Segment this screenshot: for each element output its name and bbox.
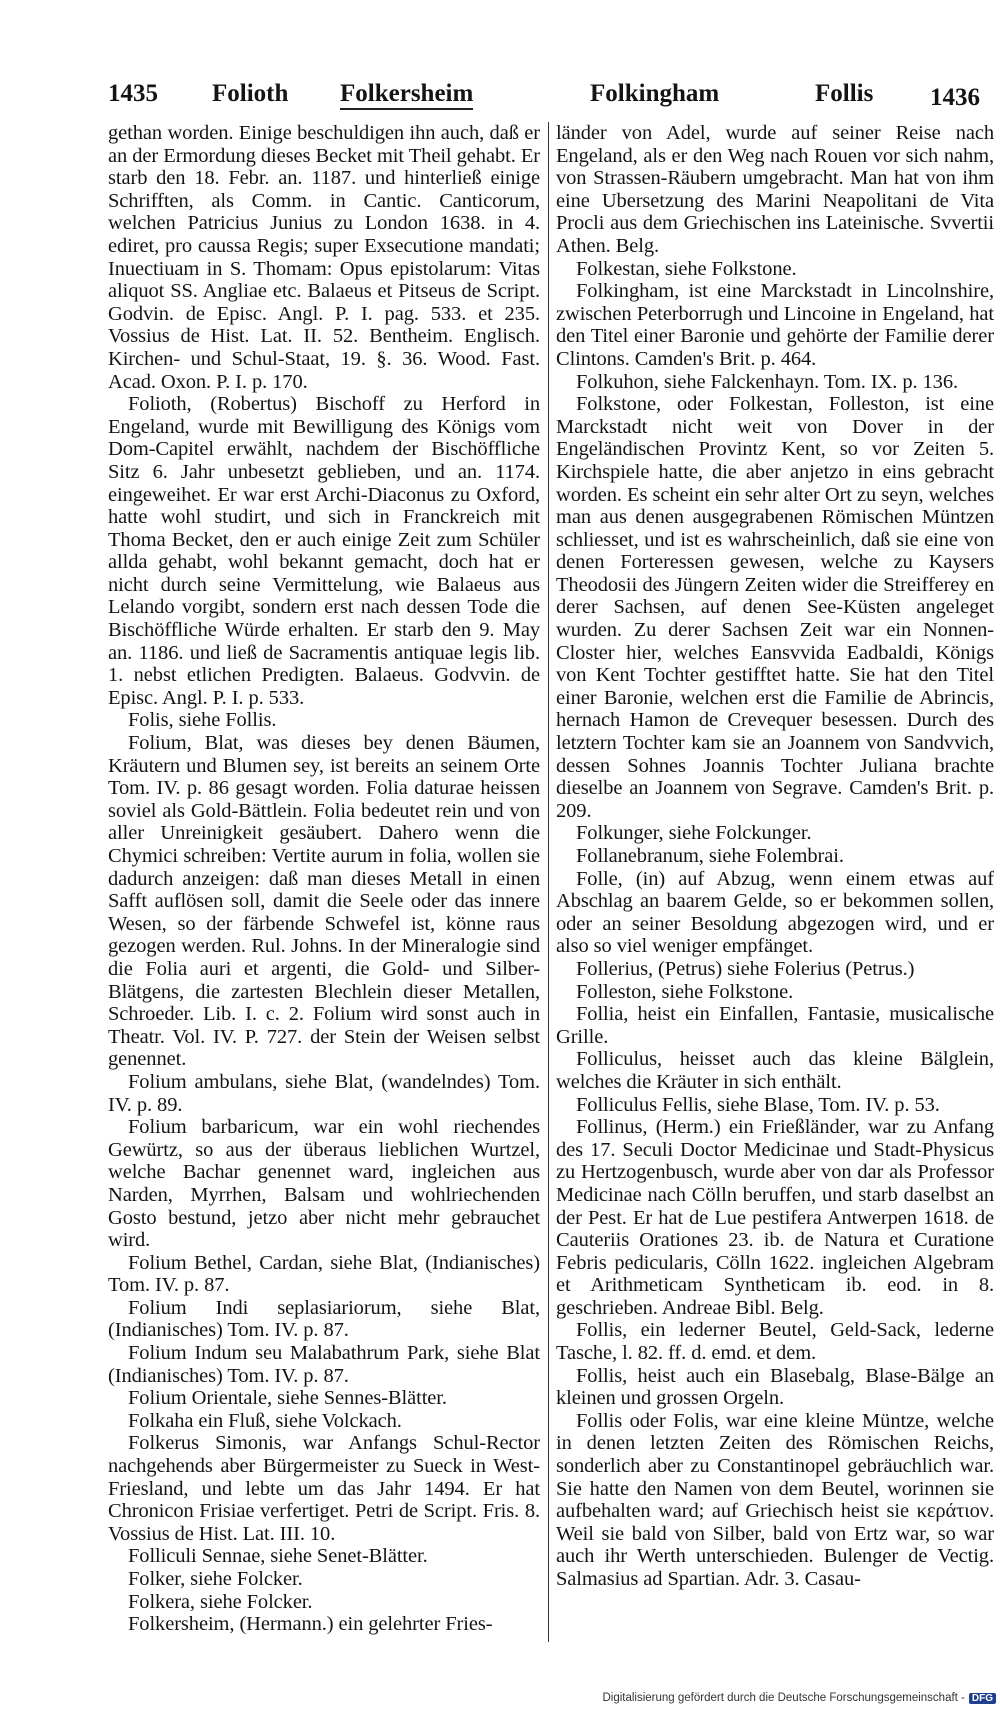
running-header [0, 80, 1000, 120]
dictionary-entry: länder von Adel, wurde auf seiner Reise nach Engeland, als er den Weg nach Rouen vor sich nahm, von Strassen-Räubern umgebracht. Man hat von ihm eine Ubersetzung des Marini Neapolitani de Vita Procli aus dem Griechischen ins Lateinische. Svvertii Athen. Belg. [556, 122, 994, 257]
dictionary-entry: Folium Indum seu Malabathrum Park, siehe Blat (Indianisches) Tom. IV. p. 87. [108, 1342, 540, 1387]
dictionary-entry: Folkera, siehe Folcker. [128, 1590, 313, 1613]
right-column [556, 122, 994, 1652]
dictionary-entry: Folkuhon, siehe Falckenhayn. Tom. IX. p. 136. [576, 370, 959, 393]
dictionary-entry: Follis oder Folis, war eine kleine Müntze, welche in denen letzten Zeiten des Römischen Reichs, sonderlich aber zu Constantinopel gebräuchlich war. Sie hatte den Namen von dem Beutel, worinnen sie aufbehalten ward; auf Griechisch heist sie κεράτιον. Weil sie bald von Silber, bald von Ertz war, so war auch ihr Werth unterschieden. Bulenger de Vectig. Salmasius ad Spartian. Adr. 3. Casau- [556, 1409, 994, 1590]
left-catchword-1: Folioth [212, 80, 289, 107]
dictionary-entry: Folker, siehe Folcker. [128, 1568, 303, 1590]
dictionary-entry: Folium Indi seplasiariorum, siehe Blat, (Indianisches) Tom. IV. p. 87. [108, 1296, 540, 1342]
left-column [108, 122, 540, 1652]
right-catchword-2: Follis [815, 80, 874, 107]
dictionary-entry: Folium barbaricum, war ein wohl riechendes Gewürtz, so aus der überaus lieblichen Wurtzel, welche Bachar genennet ward, ingleichen aus Narden, Myrrhen, Balsam und wohlriechenden Gosto bestund, jetzo aber nicht mehr gebrauchet wird. [108, 1116, 540, 1252]
column-divider [548, 122, 549, 1642]
dictionary-entry: Follerius, (Petrus) siehe Folerius (Petrus.) [576, 957, 915, 980]
dictionary-entry: Folkstone, oder Folkestan, Folleston, ist eine Marckstadt nicht weit von Dover in der Engeländischen Provintz Kent, so vor Zeiten 5. Kirchspiele hatte, die aber anjetzo in eins gebracht worden. Es scheint ein sehr alter Ort zu seyn, welches man aus denen ausgegrabenen Römischen Müntzen schliesset, und ist es wahrscheinlich, daß sie eine von denen Forteressen gewesen, welche zu Kaysers Theodosii des Jüngern Zeiten wider die Streifferey en derer Sachsen, auf denen See-Küsten angeleget wurden. Zu derer Sachsen Zeit war ein Nonnen-Closter hier, welches Eansvvida Eadbaldi, Königs von Kent Tochter gestifftet hatte. Sie hat den Titel einer Baronie, welchen erst die Familie de Abrincis, hernach Hamon de Crevequer besessen. Durch des letztern Tochter kam sie an Joannem von Sandvvich, dessen Sohnes Joannis Tochter Juliana brachte dieselbe an Joannem von Segrave. Camden's Brit. p. 209. [556, 393, 994, 822]
dictionary-entry: Follia, heist ein Einfallen, Fantasie, musicalische Grille. [556, 1003, 994, 1048]
right-page-number: 1436 [930, 84, 980, 111]
dictionary-entry: Folium Bethel, Cardan, siehe Blat, (Indianisches) Tom. IV. p. 87. [108, 1251, 540, 1297]
dictionary-entry: Folkingham, ist eine Marckstadt in Lincolnshire, zwischen Peterborrugh und Lincoine in Engeland, hat den Titel einer Baronie und gehörte der Familie derer Clintons. Camden's Brit. p. 464. [556, 280, 994, 370]
dictionary-entry: Folkersheim, (Hermann.) ein gelehrter Fries- [128, 1613, 493, 1636]
dictionary-entry: Folle, (in) auf Abzug, wenn einem etwas auf Abschlag an baarem Gelde, so er bekommen sollen, oder an seiner Besoldung abgezogen wird, und er also so viel weniger empfänget. [556, 867, 994, 958]
right-catchword-1: Folkingham [590, 80, 720, 107]
dictionary-entry: Folis, siehe Follis. [128, 709, 277, 732]
dictionary-entry: Follanebranum, siehe Folembrai. [576, 845, 844, 867]
dictionary-entry: Folliculi Sennae, siehe Senet-Blätter. [128, 1545, 428, 1568]
dictionary-entry: Follis, ein lederner Beutel, Geld-Sack, lederne Tasche, l. 82. ff. d. emd. et dem. [556, 1319, 994, 1365]
credit-text: Digitalisierung gefördert durch die Deutsche Forschungsgemeinschaft - [602, 1692, 965, 1704]
dictionary-entry: Follis, heist auch ein Blasebalg, Blase-Bälge an kleinen und grossen Orgeln. [556, 1364, 994, 1410]
digitization-credit [560, 1692, 996, 1710]
dictionary-entry: Folkerus Simonis, war Anfangs Schul-Rector nachgehends aber Bürgermeister zu Sueck in West-Friesland, und lebte um das Jahr 1494. Er hat Chronicon Frisiae verfertiget. Petri de Script. Fris. 8. Vossius de Hist. Lat. III. 10. [108, 1432, 540, 1545]
dictionary-entry: Folium ambulans, siehe Blat, (wandelndes) Tom. IV. p. 89. [108, 1070, 540, 1116]
dictionary-entry: Follinus, (Herm.) ein Frießländer, war zu Anfang des 17. Seculi Doctor Medicinae und Stadt-Physicus zu Hertzogenbusch, wurde aber von dar als Professor Medicinae nach Cölln beruffen, und starb daselbst an der Pest. Er hat de Lue pestifera Antwerpen 1618. de Cauteriis Orationes 23. ib. de Natura et Curatione Febris pedicularis, Cölln 1622. ingleichen Algebram et Arithmeticam Syntheticam ib. eod. in 8. geschrieben. Andreae Bibl. Belg. [556, 1116, 994, 1319]
dictionary-entry: Folkaha ein Fluß, siehe Volckach. [128, 1409, 402, 1432]
dictionary-entry: Folleston, siehe Folkstone. [576, 980, 794, 1003]
dictionary-entry: gethan worden. Einige beschuldigen ihn auch, daß er an der Ermordung dieses Becket mit Theil gehabt. Er starb den 18. Febr. an. 1187. und hinterließ einige Schrifften, als Comm. in Cantic. Canticorum, welchen Patricius Junius zu London 1638. in 4. ediret, pro caussa Regis; super Exsecutione mandati; Inuectiuam in S. Thomam: Opus epistolarum: Vitas aliquot SS. Angliae etc. Balaeus et Pitseus de Script. Godvin. de Episc. Angl. P. I. pag. 533. et 235. Vossius de Hist. Lat. II. 52. Bentheim. Englisch. Kirchen- und Schul-Staat, 19. §. 36. Wood. Fast. Acad. Oxon. P. I. p. 170. [108, 122, 540, 393]
dictionary-entry: Folium, Blat, was dieses bey denen Bäumen, Kräutern und Blumen sey, ist bereits an seinem Orte Tom. IV. p. 86 gesagt worden. Folia daturae heissen soviel als Gold-Bättlein. Folia bedeutet rein und von aller Unreinigkeit gesäubert. Dahero wenn die Chymici schreiben: Vertite aurum in folia, wollen sie dadurch anzeigen: daß man dieses Metall in einen Safft auflösen soll, damit die Seele oder das innere Wesen, so der färbende Schwefel ist, könne raus gezogen werden. Rul. Johns. In der Mineralogie sind die Folia auri et argenti, die Gold- und Silber-Blätgens, die zartesten Blechlein dieser Metallen, Schroeder. Lib. I. c. 2. Folium wird sonst auch in Theatr. Vol. IV. P. 727. der Stein der Weisen selbst genennet. [108, 732, 540, 1071]
dictionary-entry: Folliculus, heisset auch das kleine Bälglein, welches die Kräuter in sich enthält. [556, 1048, 994, 1093]
dictionary-entry: Folkunger, siehe Folckunger. [576, 822, 812, 845]
dfg-logo: DFG [969, 1693, 996, 1704]
left-page-number: 1435 [108, 80, 158, 107]
dictionary-entry: Folliculus Fellis, siehe Blase, Tom. IV. p. 53. [576, 1093, 940, 1116]
dictionary-entry: Folium Orientale, siehe Sennes-Blätter. [128, 1387, 447, 1410]
dictionary-entry: Folioth, (Robertus) Bischoff zu Herford in Engeland, wurde mit Bewilligung des Königs vom Dom-Capitel erwählt, nachdem der Bischöffliche Sitz 6. Jahr unbesetzt geblieben, und an. 1174. eingeweihet. Er war erst Archi-Diaconus zu Oxford, hatte wohl studirt, und sich in Franckreich mit Thoma Becket, den er auch einige Zeit zum Schüler allda gehabt, wohl bekannt gemacht, doch hat er nicht durch seine Vermittelung, wie Balaeus aus Lelando vorgibt, sondern erst nach dessen Tode die Bischöffliche Würde erhalten. Er starb den 9. May an. 1186. und ließ de Sacramentis antiquae legis lib. 1. nebst etlichen Predigten. Balaeus. Godvvin. de Episc. Angl. P. I. p. 533. [108, 393, 540, 709]
left-catchword-2: Folkersheim [340, 80, 473, 110]
dictionary-entry: Folkestan, siehe Folkstone. [576, 257, 797, 280]
